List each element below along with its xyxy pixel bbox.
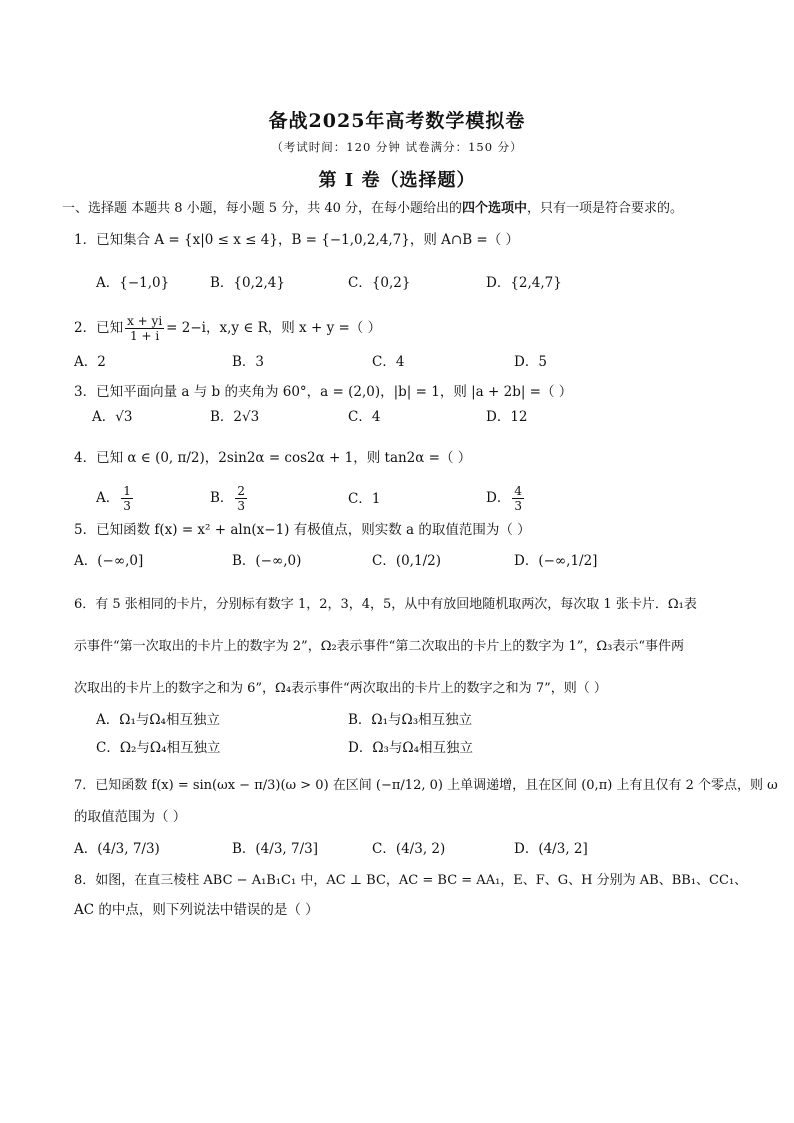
q7-line-2: 的取值范围为（ ） <box>74 809 187 825</box>
q8-line-2: AC 的中点，则下列说法中错误的是（ ） <box>74 902 319 918</box>
q1-option-b[interactable]: B．{0,2,4} <box>210 275 285 291</box>
q1-option-a[interactable]: A．{−1,0} <box>96 275 170 291</box>
q2-stem-post: = 2−i，x,y ∈ R，则 x + y =（ ） <box>166 320 382 336</box>
q4-option-b-letter: B． <box>210 490 234 506</box>
q4-option-d-denominator: 3 <box>514 499 522 513</box>
section-intro-part-a: 一、选择题 本题共 8 小题，每小题 5 分，共 40 分，在每小题给出的 <box>62 201 463 216</box>
section-intro-emphasis: 四个选项中 <box>462 201 528 216</box>
q3-option-b[interactable]: B．2√3 <box>210 409 260 425</box>
q4-option-b-fraction <box>235 484 247 513</box>
q4-option-a-letter: A． <box>96 490 120 506</box>
q7-option-c[interactable]: C．(4/3, 2) <box>372 841 446 857</box>
q4-stem: 4．已知 α ∈ (0, π/2)，2sin2α = cos2α + 1，则 tan2α =（ ） <box>74 450 472 466</box>
q2-fraction-denominator: 1 + i <box>130 329 160 343</box>
q5-option-c[interactable]: C．(0,1/2) <box>372 553 441 569</box>
q4-option-a-numerator: 1 <box>123 484 131 498</box>
q5-option-b[interactable]: B．(−∞,0) <box>232 553 302 569</box>
q3-option-a[interactable]: A．√3 <box>92 409 133 425</box>
q4-option-d-letter: D． <box>486 490 511 506</box>
q6-option-c[interactable]: C．Ω₂与Ω₄相互独立 <box>96 740 221 756</box>
q2-option-d[interactable]: D．5 <box>514 354 547 370</box>
q7-option-a[interactable]: A．(4/3, 7/3) <box>74 841 160 857</box>
q4-option-d-fraction <box>512 484 524 513</box>
q6-option-b[interactable]: B．Ω₁与Ω₃相互独立 <box>348 712 473 728</box>
q4-option-b-denominator: 3 <box>237 499 246 513</box>
q2-stem-pre: 2．已知 <box>74 320 124 336</box>
q4-option-b-numerator: 2 <box>237 484 246 498</box>
q2-stem <box>74 314 381 343</box>
q7-option-d[interactable]: D．(4/3, 2] <box>514 841 588 857</box>
q5-stem: 5．已知函数 f(x) = x² + aln(x−1) 有极值点，则实数 a 的取值范围为（ ） <box>74 522 531 538</box>
q5-option-a[interactable]: A．(−∞,0] <box>74 553 144 569</box>
q2-option-b[interactable]: B．3 <box>232 354 265 370</box>
q4-option-a-fraction <box>121 484 133 513</box>
q4-option-d-numerator: 4 <box>514 484 522 498</box>
q3-option-c[interactable]: C．4 <box>348 409 381 425</box>
q6-line-3: 次取出的卡片上的数字之和为 6”，Ω₄表示事件“两次取出的卡片上的数字之和为 7”，则（ ） <box>74 681 607 696</box>
exam-subtitle: （考试时间：120 分钟 试卷满分：150 分） <box>271 140 523 154</box>
q1-option-d[interactable]: D．{2,4,7} <box>486 275 562 291</box>
q2-fraction-numerator: x + yi <box>127 314 163 328</box>
q8-line-1: 8．如图，在直三棱柱 ABC − A₁B₁C₁ 中，AC ⊥ BC，AC = BC = AA₁，E、F、G、H 分别为 AB、BB₁、CC₁、 <box>74 873 748 888</box>
q2-option-a[interactable]: A．2 <box>74 354 106 370</box>
q1-stem: 1．已知集合 A = {x|0 ≤ x ≤ 4}，B = {−1,0,2,4,7}，则 A∩B =（ ） <box>74 232 520 248</box>
q3-stem: 3．已知平面向量 a 与 b 的夹角为 60°，a = (2,0)，|b| = 1，则 |a + 2b| =（ ） <box>74 384 573 400</box>
q1-option-c[interactable]: C．{0,2} <box>348 275 411 291</box>
q4-option-b[interactable] <box>210 484 249 513</box>
q2-fraction <box>125 314 164 343</box>
q5-option-d[interactable]: D．(−∞,1/2] <box>514 553 598 569</box>
q7-line-1: 7．已知函数 f(x) = sin(ωx − π/3)(ω > 0) 在区间 (−π/12, 0) 上单调递增，且在区间 (0,π) 上有且仅有 2 个零点，则 ω <box>74 778 778 793</box>
q4-option-d[interactable] <box>486 484 526 513</box>
q6-line-1: 6．有 5 张相同的卡片，分别标有数字 1，2，3，4，5，从中有放回地随机取两次，每次取 1 张卡片．Ω₁表 <box>74 597 697 612</box>
q3-option-d[interactable]: D．12 <box>486 409 528 425</box>
volume-heading: 第 I 卷（选择题） <box>318 170 476 191</box>
q4-option-a-denominator: 3 <box>123 499 131 513</box>
q7-option-b[interactable]: B．(4/3, 7/3] <box>232 841 318 857</box>
q6-option-a[interactable]: A．Ω₁与Ω₄相互独立 <box>96 712 220 728</box>
q2-option-c[interactable]: C．4 <box>372 354 405 370</box>
q4-option-c[interactable]: C．1 <box>348 491 381 507</box>
q6-option-d[interactable]: D．Ω₃与Ω₄相互独立 <box>348 740 474 756</box>
section-intro-part-c: ，只有一项是符合要求的。 <box>527 201 684 216</box>
exam-title: 备战2025年高考数学模拟卷 <box>268 110 526 132</box>
section-intro <box>62 200 683 218</box>
q4-option-a[interactable] <box>96 484 135 513</box>
q6-line-2: 示事件“第一次取出的卡片上的数字为 2”，Ω₂表示事件“第二次取出的卡片上的数字为 1”，Ω₃表示“事件两 <box>74 639 685 654</box>
